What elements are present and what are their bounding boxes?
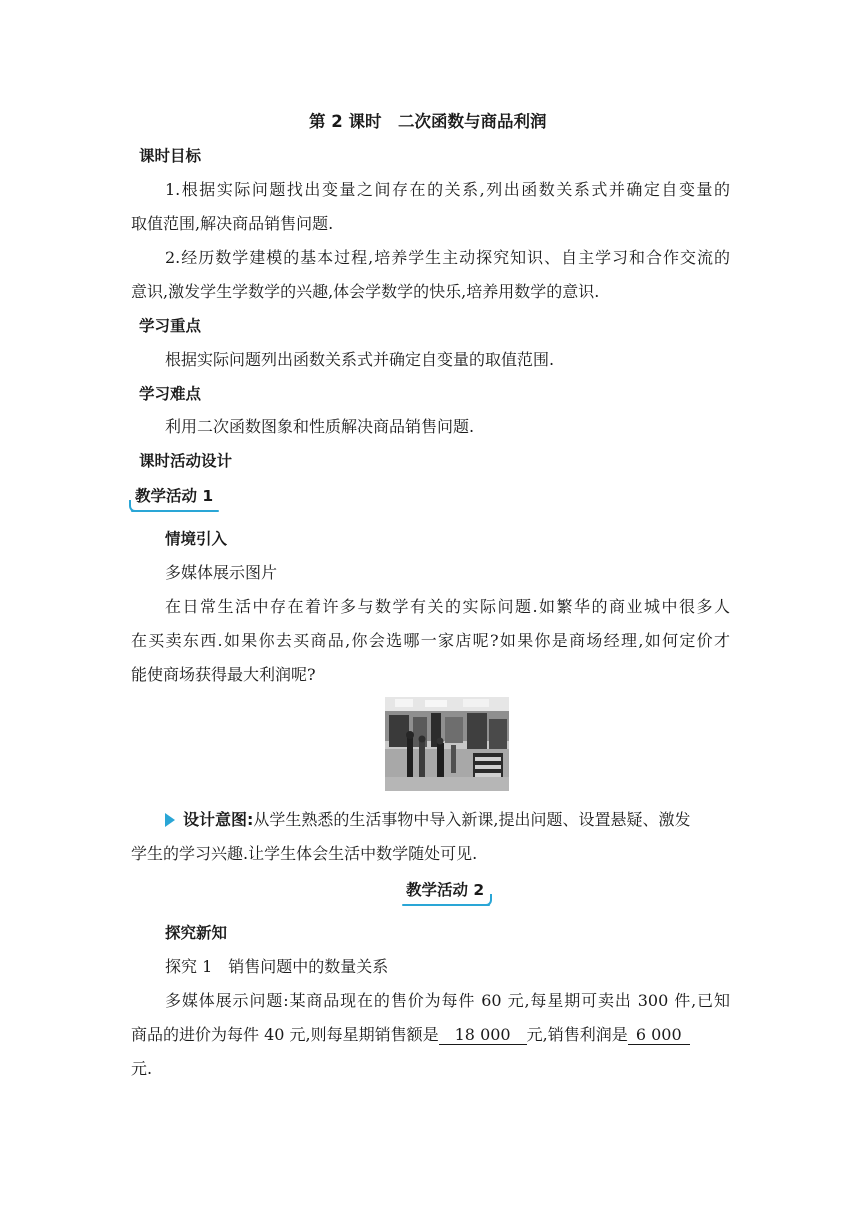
difficulties-text: 利用二次函数图象和性质解决商品销售问题. bbox=[165, 417, 475, 436]
activity-design-heading: 课时活动设计 bbox=[139, 452, 233, 470]
problem-line-3: 元. bbox=[131, 1059, 153, 1078]
activity-2-underline bbox=[402, 904, 490, 906]
sales-amount-blank: 18 000 bbox=[439, 1026, 527, 1045]
profit-blank: 6 000 bbox=[628, 1026, 690, 1045]
design-intent-line-1 bbox=[165, 810, 691, 830]
activity-2-hook bbox=[484, 894, 492, 906]
design-intent-line-2: 学生的学习兴趣.让学生体会生活中数学随处可见. bbox=[131, 844, 478, 863]
scenario-heading: 情境引入 bbox=[165, 530, 228, 548]
problem-line-2 bbox=[131, 1025, 730, 1045]
scenario-line-1: 多媒体展示图片 bbox=[165, 563, 278, 582]
objective-2-line-1: 2.经历数学建模的基本过程,培养学生主动探究知识、自主学习和合作交流的 bbox=[165, 248, 730, 267]
difficulties-heading: 学习难点 bbox=[139, 385, 202, 403]
objective-1-line-1: 1.根据实际问题找出变量之间存在的关系,列出函数关系式并确定自变量的 bbox=[165, 180, 730, 199]
lesson-title: 第 2 课时 二次函数与商品利润 bbox=[309, 112, 547, 131]
scenario-para-line-2: 在买卖东西.如果你去买商品,你会选哪一家店呢?如果你是商场经理,如何定价才 bbox=[131, 631, 730, 650]
explore-heading: 探究新知 bbox=[165, 924, 228, 942]
key-points-heading: 学习重点 bbox=[139, 317, 202, 335]
activity-1-hook bbox=[129, 500, 137, 512]
play-triangle-icon bbox=[165, 813, 175, 827]
objective-2-line-2: 意识,激发学生学数学的兴趣,体会学数学的快乐,培养用数学的意识. bbox=[131, 282, 600, 301]
key-points-text: 根据实际问题列出函数关系式并确定自变量的取值范围. bbox=[165, 350, 555, 369]
scenario-para-line-1: 在日常生活中存在着许多与数学有关的实际问题.如繁华的商业城中很多人 bbox=[165, 597, 730, 616]
problem-line-1: 多媒体展示问题:某商品现在的售价为每件 60 元,每星期可卖出 300 件,已知 bbox=[165, 991, 730, 1010]
objective-1-line-2: 取值范围,解决商品销售问题. bbox=[131, 214, 334, 233]
activity-1-underline bbox=[131, 510, 219, 512]
problem-line-2-part-b: 元,销售利润是 bbox=[526, 1025, 628, 1044]
activity-2-label bbox=[402, 880, 490, 904]
scenario-para-line-3: 能使商场获得最大利润呢? bbox=[131, 665, 316, 684]
explore-1-title: 探究 1 销售问题中的数量关系 bbox=[165, 957, 389, 976]
problem-line-2-part-a: 商品的进价为每件 40 元,则每星期销售额是 bbox=[131, 1025, 439, 1044]
objectives-heading: 课时目标 bbox=[139, 147, 202, 165]
activity-1-label-text: 教学活动 1 bbox=[135, 487, 214, 505]
design-intent-label: 设计意图: bbox=[183, 810, 254, 829]
activity-2-label-text: 教学活动 2 bbox=[406, 881, 485, 899]
activity-1-label bbox=[131, 486, 219, 510]
design-intent-text-1: 从学生熟悉的生活事物中导入新课,提出问题、设置悬疑、激发 bbox=[253, 810, 691, 829]
shopping-mall-photo bbox=[385, 697, 509, 791]
